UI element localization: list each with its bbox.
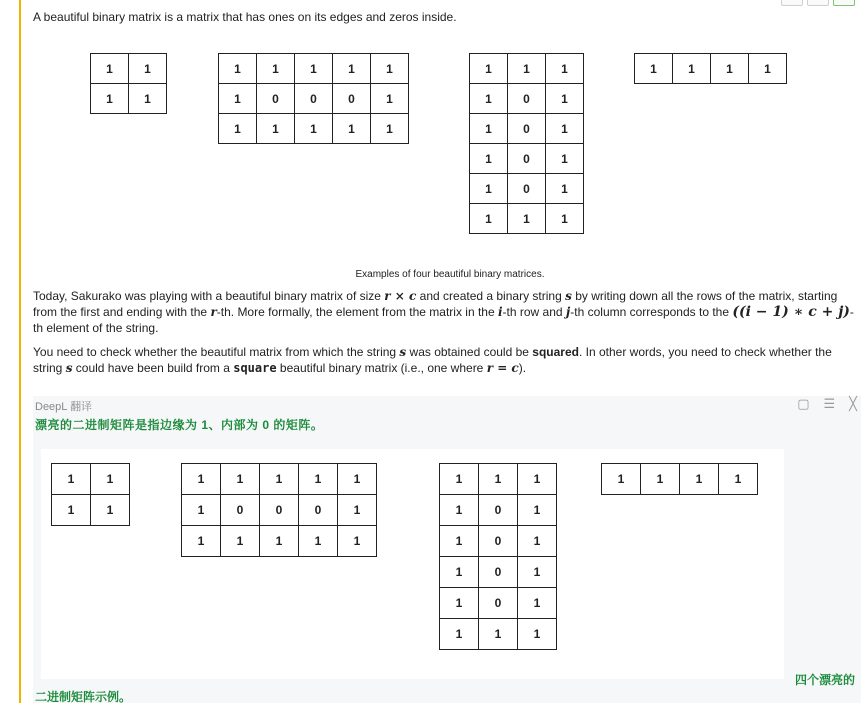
matrix-cell: 0	[508, 144, 546, 174]
matrix-cell: 1	[440, 526, 479, 557]
text-span: -th element of the string.	[33, 305, 854, 335]
matrix-cell: 1	[440, 588, 479, 619]
math-j: j	[565, 305, 571, 319]
close-icon[interactable]: ╳	[849, 396, 857, 411]
matrix-cell: 1	[518, 464, 557, 495]
matrix-cell: 1	[371, 54, 409, 84]
matrix-cell: 0	[479, 588, 518, 619]
text-span: and created a binary string	[416, 289, 566, 303]
math-s: s	[399, 345, 407, 359]
matrix-cell: 1	[338, 464, 377, 495]
matrix-cell: 1	[257, 54, 295, 84]
deepl-caption-part2: 二进制矩阵示例。	[35, 690, 132, 704]
deepl-header	[33, 396, 861, 414]
matrix-cell: 0	[508, 174, 546, 204]
matrix-3x5	[218, 53, 409, 144]
intro-paragraph: A beautiful binary matrix is a matrix that has ones on its edges and zeros inside.	[33, 10, 457, 24]
matrix-cell: 1	[260, 464, 299, 495]
matrix-cell: 1	[221, 464, 260, 495]
matrix-cell: 1	[257, 114, 295, 144]
matrix-3x5-copy	[181, 463, 377, 557]
matrix-cell: 0	[299, 495, 338, 526]
matrix-cell: 1	[470, 204, 508, 234]
problem-paragraph-2	[33, 288, 858, 336]
matrix-cell: 1	[602, 464, 641, 495]
matrix-cell: 0	[257, 84, 295, 114]
matrix-cell: 1	[338, 526, 377, 557]
matrix-cell: 1	[635, 54, 673, 84]
matrix-cell: 1	[546, 54, 584, 84]
math-i: i	[497, 305, 503, 319]
matrix-cell: 1	[508, 204, 546, 234]
math-s: s	[65, 361, 73, 375]
matrix-cell: 1	[182, 495, 221, 526]
matrix-cell: 1	[470, 84, 508, 114]
matrix-cell: 1	[219, 114, 257, 144]
matrix-cell: 1	[91, 54, 129, 84]
matrix-cell: 1	[470, 54, 508, 84]
matrix-cell: 1	[295, 54, 333, 84]
matrix-1x4	[634, 53, 787, 84]
matrix-cell: 1	[546, 174, 584, 204]
matrix-cell: 1	[260, 526, 299, 557]
matrix-cell: 1	[518, 495, 557, 526]
copy-icon[interactable]: ▢	[797, 396, 810, 411]
matrix-cell: 0	[479, 495, 518, 526]
matrix-cell: 0	[260, 495, 299, 526]
matrix-cell: 1	[91, 464, 130, 495]
matrix-cell: 1	[470, 174, 508, 204]
matrix-cell: 1	[129, 54, 167, 84]
matrix-1x4-copy	[601, 463, 758, 495]
matrix-cell: 1	[440, 495, 479, 526]
math-r-equals-c: r = c	[486, 361, 519, 375]
deepl-translation-panel	[33, 396, 861, 703]
matrix-cell: 1	[91, 495, 130, 526]
text-span: -th. More formally, the element from the matrix in the	[216, 305, 498, 319]
matrix-cell: 1	[518, 526, 557, 557]
deepl-matrices-panel	[41, 449, 784, 679]
matrix-6x3-copy	[439, 463, 557, 650]
matrix-cell: 1	[673, 54, 711, 84]
matrix-cell: 1	[221, 526, 260, 557]
matrix-cell: 1	[371, 84, 409, 114]
matrix-cell: 1	[680, 464, 719, 495]
deepl-caption-part1: 四个漂亮的	[794, 673, 855, 687]
deepl-actions	[797, 396, 857, 412]
matrix-2x2-copy	[51, 463, 130, 526]
matrix-cell: 1	[295, 114, 333, 144]
matrix-cell: 1	[52, 464, 91, 495]
matrix-cell: 1	[749, 54, 787, 84]
matrix-cell: 1	[182, 464, 221, 495]
matrix-cell: 1	[52, 495, 91, 526]
matrix-cell: 0	[295, 84, 333, 114]
matrix-cell: 1	[641, 464, 680, 495]
matrix-cell: 0	[508, 114, 546, 144]
matrices-caption: Examples of four beautiful binary matrices.	[355, 269, 545, 280]
matrix-cell: 1	[470, 114, 508, 144]
text-span: . In other words, you need to check whether the string	[33, 345, 832, 375]
matrix-cell: 1	[440, 619, 479, 650]
bold-square: square	[233, 361, 277, 375]
matrix-cell: 1	[338, 495, 377, 526]
matrix-cell: 1	[479, 464, 518, 495]
left-accent-rule	[19, 0, 21, 703]
matrix-cell: 1	[129, 84, 167, 114]
text-span: beautiful binary matrix (i.e., one where	[276, 361, 487, 375]
toolbar-button[interactable]	[781, 0, 803, 6]
text-span: was obtained could be	[406, 345, 533, 359]
matrix-cell: 1	[508, 54, 546, 84]
matrix-cell: 1	[299, 526, 338, 557]
matrix-cell: 1	[91, 84, 129, 114]
matrix-cell: 1	[182, 526, 221, 557]
matrix-cell: 0	[221, 495, 260, 526]
matrix-cell: 1	[546, 114, 584, 144]
text-span: -th row and	[502, 305, 566, 319]
text-span: ).	[518, 361, 527, 375]
matrix-cell: 1	[219, 84, 257, 114]
matrix-cell: 0	[479, 526, 518, 557]
bold-squared: squared	[532, 345, 579, 359]
math-r-times-c: r × c	[384, 289, 417, 303]
math-r: r	[210, 305, 217, 319]
matrix-cell: 0	[333, 84, 371, 114]
matrix-cell: 1	[219, 54, 257, 84]
matrix-cell: 1	[299, 464, 338, 495]
matrix-cell: 1	[518, 619, 557, 650]
matrix-cell: 1	[440, 557, 479, 588]
matrix-cell: 1	[711, 54, 749, 84]
text-span: by writing down all the rows of the matrix, starting from the first and ending with the	[33, 289, 838, 319]
matrix-cell: 0	[508, 84, 546, 114]
deepl-translated-text: 漂亮的二进制矩阵是指边缘为 1、内部为 0 的矩阵。	[35, 418, 324, 432]
text-span: could have been build from a	[72, 361, 234, 375]
matrix-cell: 1	[371, 114, 409, 144]
matrix-cell: 1	[440, 464, 479, 495]
top-toolbar	[781, 0, 855, 6]
text-span: You need to check whether the beautiful matrix from which the string	[33, 345, 400, 359]
matrix-cell: 1	[546, 144, 584, 174]
matrix-cell: 1	[518, 588, 557, 619]
matrix-cell: 1	[546, 204, 584, 234]
matrix-cell: 1	[546, 84, 584, 114]
problem-paragraph-3	[33, 344, 858, 376]
toolbar-button[interactable]	[833, 0, 855, 6]
menu-icon[interactable]: ☰	[823, 396, 836, 411]
matrix-cell: 1	[333, 54, 371, 84]
matrix-cell: 1	[333, 114, 371, 144]
matrix-cell: 1	[518, 557, 557, 588]
matrix-cell: 0	[479, 557, 518, 588]
matrix-2x2	[90, 53, 167, 114]
toolbar-button[interactable]	[807, 0, 829, 6]
text-span: Today, Sakurako was playing with a beautiful binary matrix of size	[33, 289, 385, 303]
math-s: s	[565, 289, 572, 303]
matrix-cell: 1	[470, 144, 508, 174]
deepl-title: DeepL 翻译	[35, 401, 93, 413]
matrix-cell: 1	[719, 464, 758, 495]
math-index-formula: ((i − 1) ∗ c + j)	[732, 304, 850, 320]
text-span: -th column corresponds to the	[570, 305, 733, 319]
matrix-6x3	[469, 53, 584, 234]
matrix-cell: 1	[479, 619, 518, 650]
